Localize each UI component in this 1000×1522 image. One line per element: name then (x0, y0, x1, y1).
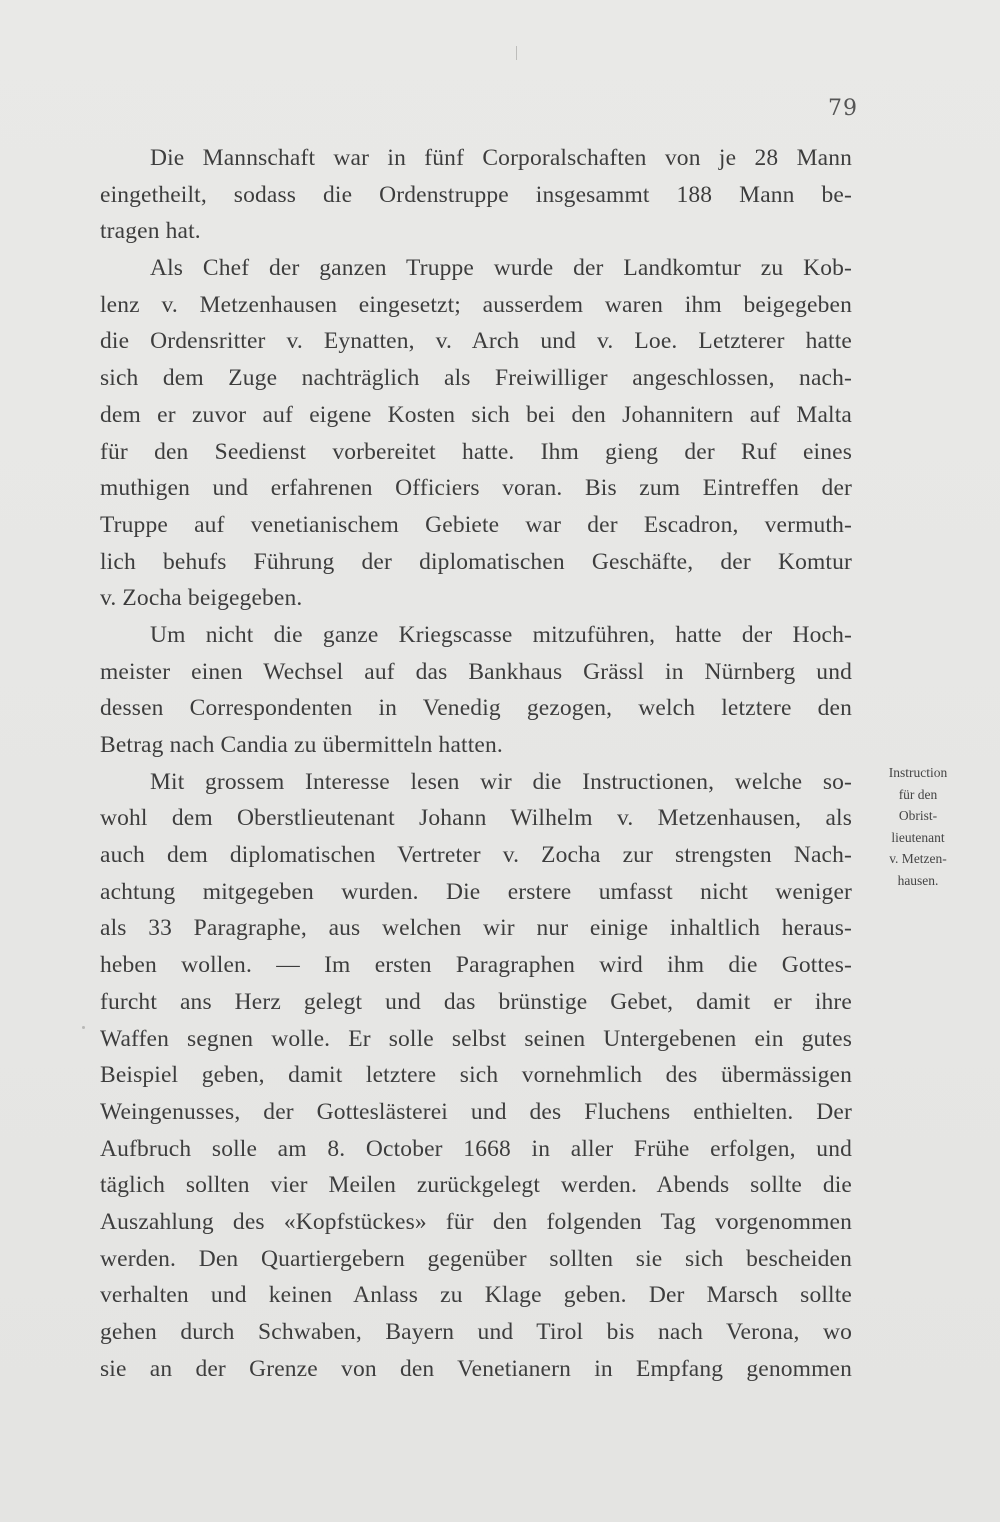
text-line: achtung mitgegeben wurden. Die erstere umfasst nicht weniger (100, 878, 852, 905)
text-line: Beispiel geben, damit letztere sich vornehmlich des übermässigen (100, 1062, 852, 1089)
text-line: lich behufs Führung der diplomatischen Geschäfte, der Komtur (100, 548, 852, 575)
text-line: heben wollen. — Im ersten Paragraphen wird ihm die Gottes- (100, 952, 852, 979)
margin-note (870, 762, 966, 892)
text-line: wohl dem Oberstlieutenant Johann Wilhelm v. Metzenhausen, als (100, 805, 852, 832)
scan-artifact-dot (82, 1026, 85, 1029)
text-line: dem er zuvor auf eigene Kosten sich bei den Johannitern auf Malta (100, 401, 852, 428)
text-line: v. Zocha beigegeben. (100, 585, 303, 612)
text-line: tragen hat. (100, 218, 201, 245)
text-line: sie an der Grenze von den Venetianern in Empfang genommen (100, 1355, 852, 1382)
text-line: gehen durch Schwaben, Bayern und Tirol bis nach Verona, wo (100, 1319, 852, 1345)
text-line: die Ordensritter v. Eynatten, v. Arch und v. Loe. Letzterer hatte (100, 328, 852, 355)
text-line: lenz v. Metzenhausen eingesetzt; ausserdem waren ihm beigegeben (100, 291, 852, 318)
margin-note-line: Instruction (888, 765, 948, 780)
text-line: auch dem diplomatischen Vertreter v. Zocha zur strengsten Nach- (100, 842, 852, 869)
text-line: Aufbruch solle am 8. October 1668 in aller Frühe erfolgen, und (100, 1135, 852, 1162)
text-line: Auszahlung des «Kopfstückes» für den folgenden Tag vorgenommen (100, 1208, 852, 1235)
text-line: Truppe auf venetianischem Gebiete war der Escadron, vermuth- (100, 511, 852, 538)
text-line: Als Chef der ganzen Truppe wurde der Landkomtur zu Kob- (150, 255, 852, 282)
text-line: Betrag nach Candia zu übermitteln hatten. (100, 732, 503, 758)
text-line: furcht ans Herz gelegt und das brünstige Gebet, damit er ihre (100, 988, 852, 1015)
text-line: meister einen Wechsel auf das Bankhaus Grässl in Nürnberg und (100, 658, 852, 685)
margin-note-line: Obrist- (898, 808, 938, 824)
text-line: als 33 Paragraphe, aus welchen wir nur einige inhaltlich heraus- (100, 915, 852, 942)
text-line: Die Mannschaft war in fünf Corporalschaften von je 28 Mann (150, 145, 852, 171)
text-line: Um nicht die ganze Kriegscasse mitzuführen, hatte der Hoch- (150, 621, 852, 648)
body-text (100, 140, 852, 1387)
text-line: muthigen und erfahrenen Officiers voran. Bis zum Eintreffen der (100, 475, 852, 502)
text-line: verhalten und keinen Anlass zu Klage geben. Der Marsch sollte (100, 1282, 852, 1309)
text-line: täglich sollten vier Meilen zurückgelegt werden. Abends sollte die (100, 1172, 852, 1199)
text-line: sich dem Zuge nachträglich als Freiwilliger angeschlossen, nach- (100, 365, 852, 392)
scan-artifact-mark (516, 46, 517, 60)
margin-note-line: hausen. (897, 872, 939, 888)
text-line: Mit grossem Interesse lesen wir die Instructionen, welche so- (150, 768, 852, 795)
margin-note-line: für den (898, 786, 938, 802)
text-line: für den Seedienst vorbereitet hatte. Ihm gieng der Ruf eines (100, 438, 852, 465)
text-line: Waffen segnen wolle. Er solle selbst seinen Untergebenen ein gutes (100, 1025, 852, 1052)
text-line: eingetheilt, sodass die Ordenstruppe insgesammt 188 Mann be- (100, 181, 852, 208)
margin-note-line: v. Metzen- (889, 851, 947, 867)
text-line: werden. Den Quartiergebern gegenüber sollten sie sich bescheiden (100, 1245, 852, 1272)
margin-note-line: lieutenant (891, 829, 945, 845)
text-line: Weingenusses, der Gotteslästerei und des Fluchens enthielten. Der (100, 1098, 852, 1125)
text-line: dessen Correspondenten in Venedig gezogen, welch letztere den (100, 695, 852, 722)
page-number: 79 (828, 96, 858, 121)
